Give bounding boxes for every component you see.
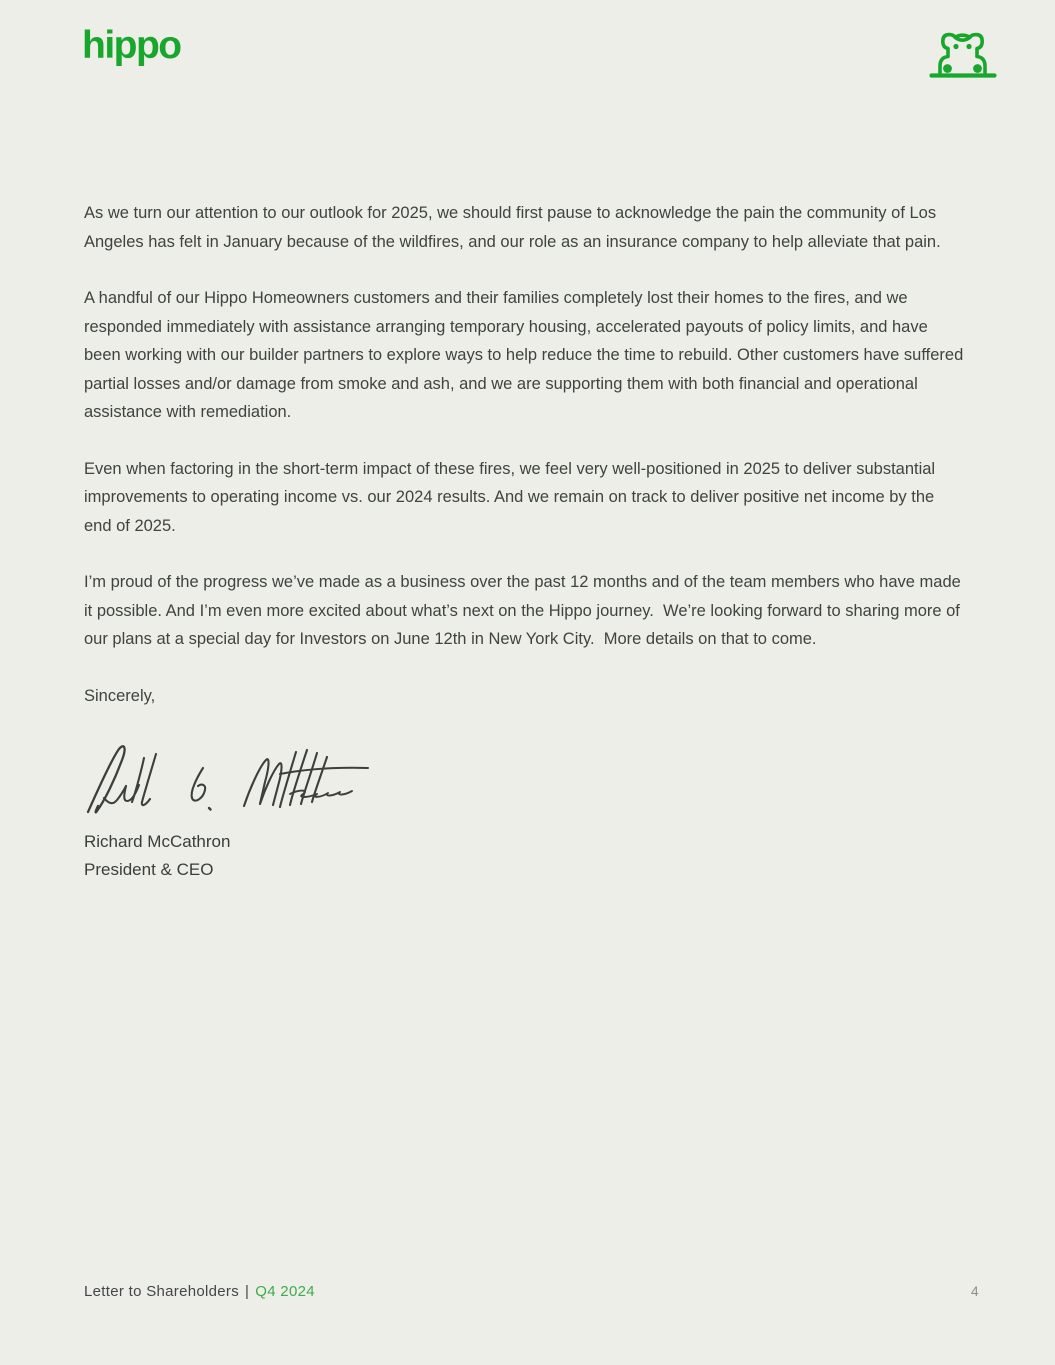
letter-paragraph: Even when factoring in the short-term impact of these fires, we feel very well-positioned in 2025 to deliver substantial improvements to operating income vs. our 2024 results. And we remain on track to deliver positive net income by the end of 2025.	[84, 459, 940, 535]
letter-body	[84, 199, 968, 884]
letter-paragraph: A handful of our Hippo Homeowners customers and their families completely lost their homes to the fires, and we responded immediately with assistance arranging temporary housing, accelerated payouts of policy limits, and have been working with our builder partners to explore ways to help reduce the time to rebuild. Other customers have suffered partial losses and/or damage from smoke and ash, and we are supporting them with both financial and operational assistance with remediation.	[84, 289, 968, 421]
letter-closing: Sincerely,	[84, 686, 156, 705]
page-footer	[84, 1283, 979, 1300]
letter-paragraph: I’m proud of the progress we’ve made as a business over the past 12 months and of the team members who have made it possible. And I’m even more excited about what’s next on the Hippo journey. We’re looking forward to sharing more of our plans at a special day for Investors on June 12th in New York City. More details on that to come.	[84, 573, 966, 648]
footer-edition: Q4 2024	[255, 1283, 315, 1300]
footer-document-title	[84, 1283, 315, 1300]
page-number: 4	[970, 1283, 979, 1299]
footer-label: Letter to Shareholders	[84, 1283, 240, 1300]
handwritten-signature	[84, 738, 374, 822]
signer-name: Richard McCathron	[84, 832, 231, 851]
hippo-peeking-icon	[929, 26, 997, 80]
footer-separator: |	[245, 1283, 250, 1300]
hippo-logo: hippo	[82, 24, 181, 67]
letter-paragraph: As we turn our attention to our outlook for 2025, we should first pause to acknowledge the pain the community of Los Angeles has felt in January because of the wildfires, and our role as an insurance company to help alleviate that pain.	[84, 204, 941, 251]
signer-title: President & CEO	[84, 860, 214, 879]
